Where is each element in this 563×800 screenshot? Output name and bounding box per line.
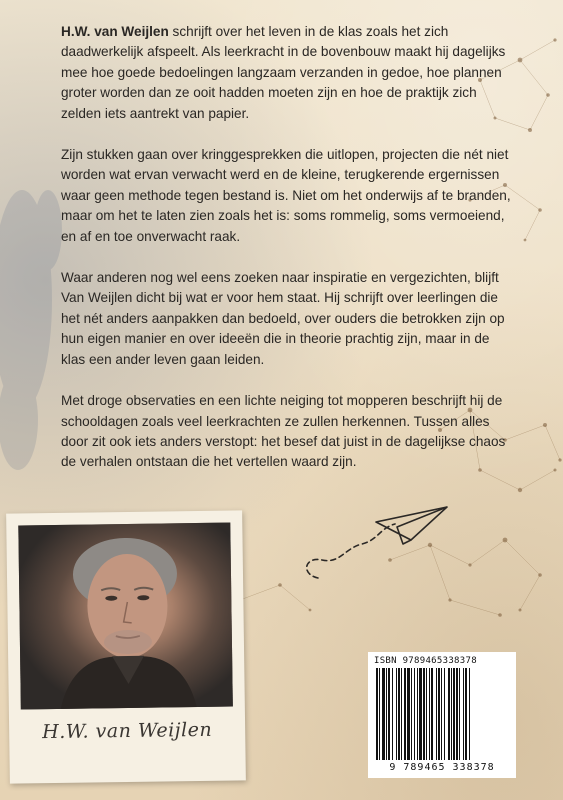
author-portrait-image <box>18 523 233 710</box>
blurb-text: schrijft over het leven in de klas zoals het zich daadwerkelijk afspeelt. Als leerkracht in de bovenbouw maakt hij dagelijks mee hoe goede bedoelingen langzaam verzanden in gedoe, hoe plannen groter worden dan ze ooit hadden moeten zijn en hoe de praktijk zich zelden iets aantrekt van papier. <box>61 24 506 121</box>
blurb-paragraph: Waar anderen nog wel eens zoeken naar inspiratie en vergezichten, blijft Van Weijlen dicht bij wat er voor hem staat. Hij schrijft over leerlingen die het nét anders aanpakken dan bedoeld, over ouders die betrokken zijn op hun eigen manier en over ideeën die in theorie prachtig zijn, maar in de klas een ander leven gaan leiden. <box>61 270 505 367</box>
author-signature: H.W. van Weijlen <box>42 718 213 744</box>
isbn-barcode <box>368 652 516 778</box>
blurb-paragraph: Zijn stukken gaan over kringgesprekken die uitlopen, projecten die nét niet worden wat ervan verwacht werd en de kleine, terugkerende ergernissen waar geen methode tegen bestand is. Niet om het onderwijs af te branden, maar om het te laten zien zoals het is: soms rommelig, soms vermoeiend, en af en toe onverwacht raak. <box>61 147 511 244</box>
author-photo <box>18 523 233 710</box>
author-polaroid <box>6 510 246 783</box>
isbn-label: ISBN 9789465338378 <box>374 656 477 666</box>
isbn-digits: 9 789465 338378 <box>389 762 495 773</box>
blurb-paragraph: Met droge observaties en een lichte neiging tot mopperen beschrijft hij de schooldagen zoals veel leerkrachten ze zullen herkennen. Tussen alles door zit ook iets anders verstopt: het besef dat juist in de dagelijkse chaos de verhalen ontstaan die het vertellen waard zijn. <box>61 393 506 470</box>
author-name: H.W. van Weijlen <box>61 24 169 39</box>
barcode-bars <box>376 668 508 760</box>
